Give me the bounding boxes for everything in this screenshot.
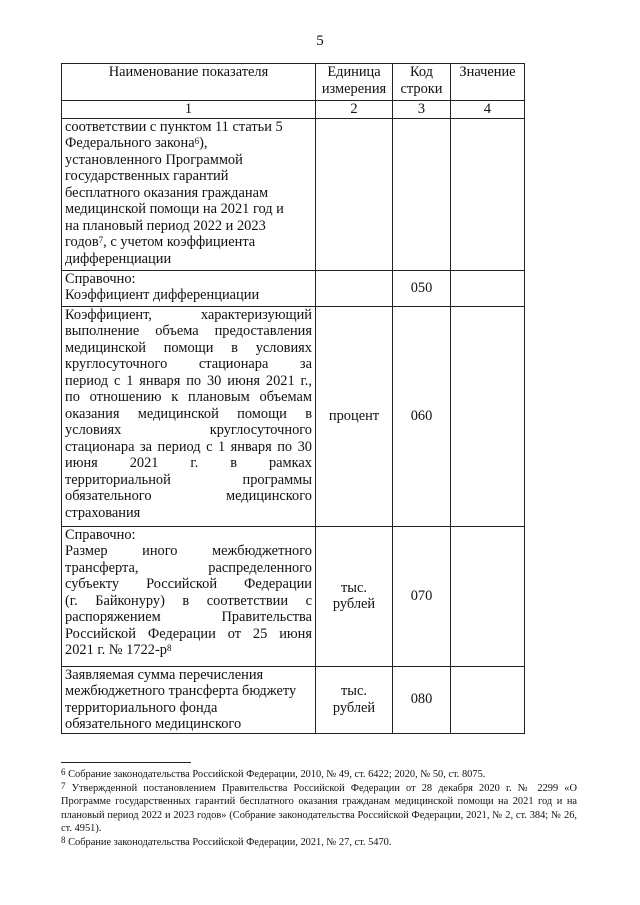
value-cell[interactable]: [451, 306, 525, 526]
text-line: Коэффициент дифференциации: [65, 287, 260, 303]
footnote-8: [61, 836, 577, 850]
code-cell: 060: [393, 306, 451, 526]
text-line: бесплатного оказания гражданам: [65, 184, 269, 201]
text-line: межбюджетного трансферта бюджету: [65, 683, 297, 699]
table-header-row: [62, 64, 525, 101]
footnote-mark: 8: [61, 834, 66, 845]
text-line: стационара за период с 1 января по 30: [65, 438, 312, 455]
text-fragment: , с учетом коэффициента: [103, 234, 256, 250]
footnote-ref-7[interactable]: 7: [98, 235, 104, 245]
indicator-name-cell: [62, 526, 316, 666]
header-row-code: Код строки: [393, 64, 451, 101]
unit-line: тыс.: [341, 579, 367, 596]
text-line: [65, 234, 312, 251]
code-cell: 080: [393, 666, 451, 733]
header-unit: Единица измерения: [316, 64, 393, 101]
text-line: июня 2021 г. в рамках: [65, 455, 312, 471]
text-line: соответствии с пунктом 11 статьи 5: [65, 118, 283, 135]
table-row: [62, 526, 525, 666]
table-row: [62, 118, 525, 270]
header-indicator-name: Наименование показателя: [62, 64, 316, 101]
text-line: дифференциации: [65, 250, 172, 267]
footnote-ref-6[interactable]: 6: [194, 136, 200, 146]
text-line: по отношению к плановым объемам: [65, 389, 312, 405]
text-line: [65, 135, 312, 152]
indicator-name-cell: [62, 666, 316, 733]
footnote-text: Собрание законодательства Российской Федерации, 2021, № 27, ст. 5470.: [65, 836, 392, 848]
text-line: [65, 642, 312, 659]
unit-cell: [316, 666, 393, 733]
footnote-mark: 6: [61, 767, 66, 777]
text-line: государственных гарантий: [65, 168, 229, 184]
indicator-table: [61, 63, 525, 734]
value-cell[interactable]: [451, 526, 525, 666]
footnotes: [61, 762, 577, 849]
text-line: медицинской помощи в условиях: [65, 339, 312, 356]
column-number: 2: [316, 101, 393, 119]
footnote-mark: 7: [61, 780, 66, 791]
unit-line: тыс.: [341, 683, 367, 699]
text-fragment: ),: [199, 135, 208, 151]
text-line: субъекту Российской Федерации: [65, 576, 312, 592]
code-cell: 070: [393, 526, 451, 666]
footnote-6: [61, 768, 577, 782]
unit-line: рублей: [332, 699, 376, 716]
text-fragment: Федерального закона: [65, 135, 195, 151]
text-line: обязательного медицинского: [65, 488, 312, 504]
footnote-text: Утвержденной постановлением Правительства Российской Федерации от 28 декабря 2020 г. № 2299 «О Программе государственных гарантий бесплатного оказания гражданам медицинской помощи на 2021 год и на плановый период 2022 и 2023 годов» (Собрание законодательства Российской Федерации, 2021, № 2, ст. 384; № 26, ст. 4951).: [61, 782, 577, 834]
unit-cell: [316, 118, 393, 270]
unit-cell: процент: [316, 306, 393, 526]
value-cell[interactable]: [451, 118, 525, 270]
text-fragment: 2021 г. № 1722-р: [65, 642, 167, 658]
text-line: оказания медицинской помощи в: [65, 405, 312, 422]
table-row: [62, 666, 525, 733]
footnote-ref-8[interactable]: 8: [166, 643, 172, 653]
text-line: Справочно:: [65, 270, 136, 287]
text-line: трансферта, распределенного: [65, 559, 312, 576]
unit-cell: [316, 526, 393, 666]
text-line: Коэффициент, характеризующий: [65, 306, 312, 323]
header-value: Значение: [451, 64, 525, 101]
text-line: установленного Программой: [65, 151, 243, 168]
text-line: территориальной программы: [65, 471, 312, 488]
text-fragment: годов: [65, 234, 99, 250]
text-line: обязательного медицинского: [65, 716, 242, 732]
text-line: условиях круглосуточного: [65, 422, 312, 438]
value-cell[interactable]: [451, 270, 525, 306]
text-line: медицинской помощи на 2021 год и: [65, 201, 284, 217]
text-line: (г. Байконуру) в соответствии с: [65, 592, 312, 609]
indicator-name-cell: [62, 270, 316, 306]
value-cell[interactable]: [451, 666, 525, 733]
code-cell: [393, 118, 451, 270]
table-row: [62, 306, 525, 526]
text-line: на плановый период 2022 и 2023: [65, 217, 266, 234]
text-line: страхования: [65, 504, 141, 521]
unit-line: рублей: [332, 596, 376, 612]
text-line: круглосуточного стационара за: [65, 356, 312, 372]
footnote-7: [61, 782, 577, 836]
footnote-text: Собрание законодательства Российской Федерации, 2010, № 49, ст. 6422; 2020, № 50, ст. 8075.: [65, 769, 486, 780]
text-line: территориального фонда: [65, 699, 218, 716]
text-line: распоряжением Правительства: [65, 609, 312, 625]
text-line: Справочно:: [65, 526, 136, 543]
text-line: Размер иного межбюджетного: [65, 543, 312, 559]
indicator-name-cell: [62, 306, 316, 526]
text-line: Российской Федерации от 25 июня: [65, 625, 312, 642]
column-number: 3: [393, 101, 451, 119]
table-row: [62, 270, 525, 306]
indicator-name-cell: [62, 118, 316, 270]
column-number: 4: [451, 101, 525, 119]
text-line: Заявляемая сумма перечисления: [65, 666, 264, 683]
column-number-row: [62, 101, 525, 119]
page-number: 5: [316, 33, 324, 49]
text-line: период с 1 января по 30 июня 2021 г.,: [65, 372, 312, 389]
column-number: 1: [62, 101, 316, 119]
code-cell: 050: [393, 270, 451, 306]
footnote-separator: [61, 762, 191, 763]
text-line: выполнение объема предоставления: [65, 323, 312, 339]
unit-cell: [316, 270, 393, 306]
